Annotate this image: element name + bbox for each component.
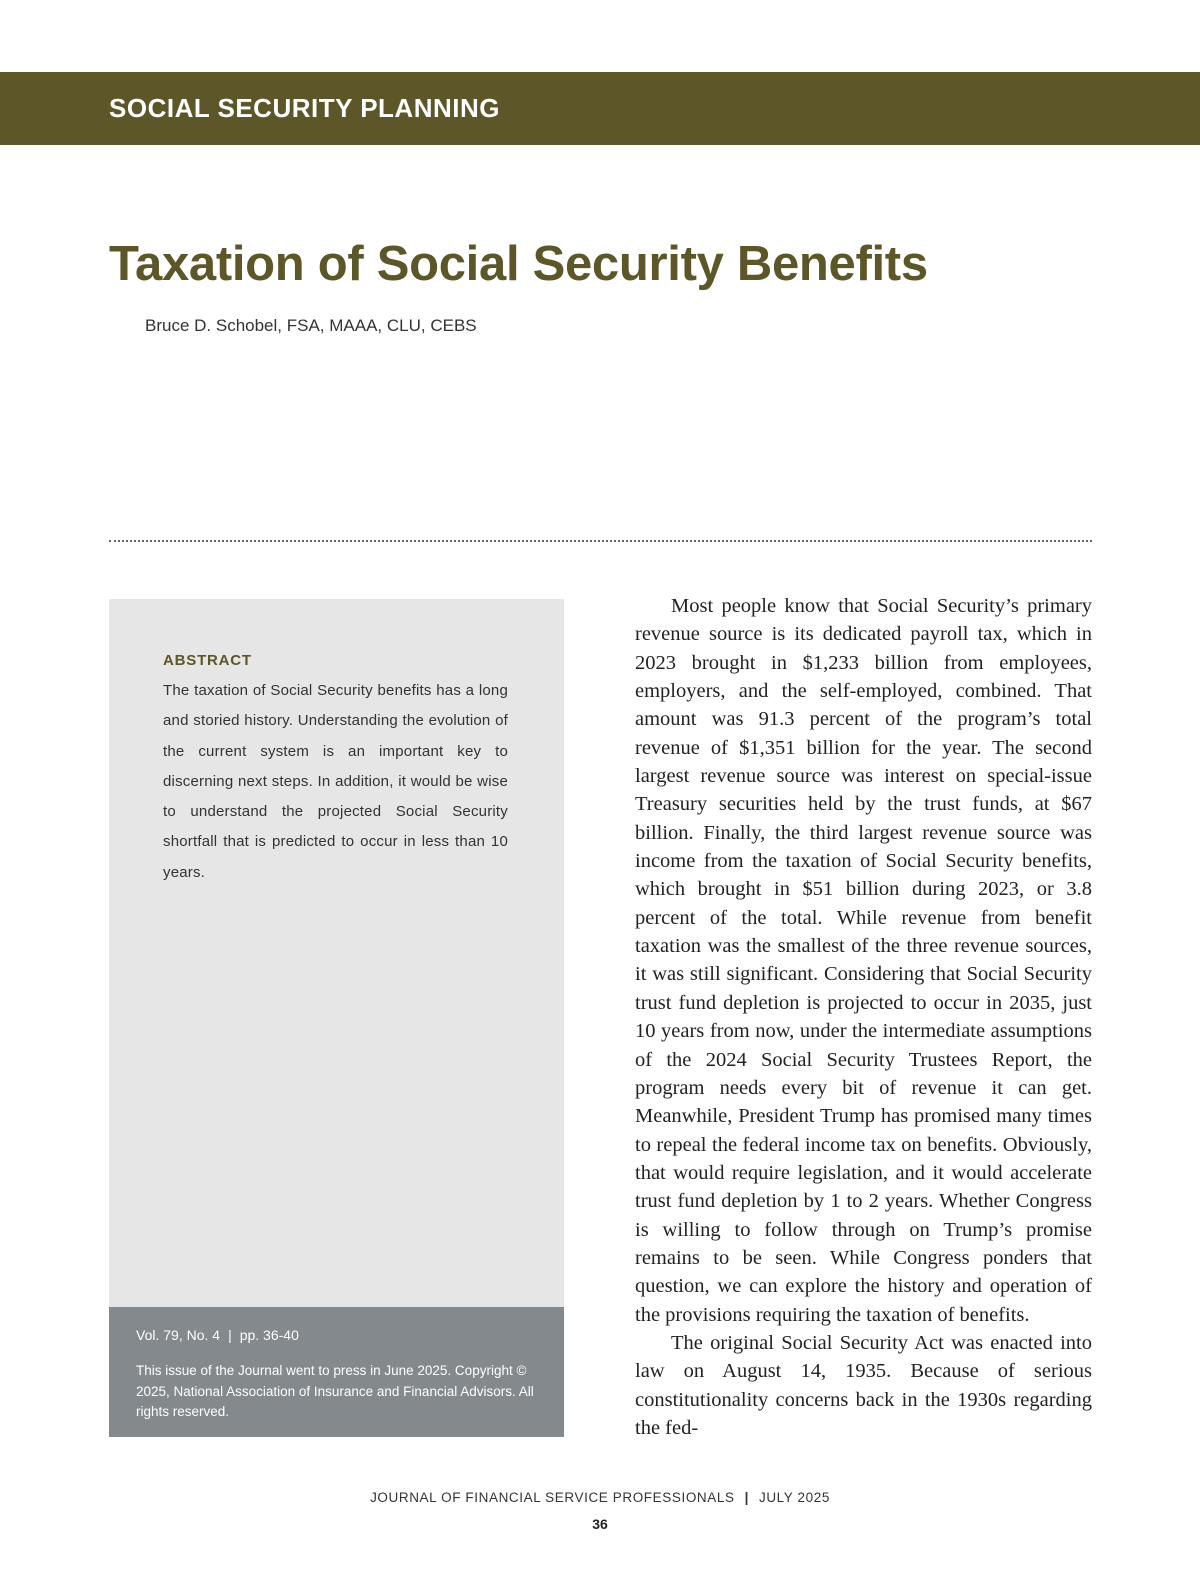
article-title: Taxation of Social Security Benefits [109, 237, 928, 291]
abstract-text: The taxation of Social Security benefits has a long and storied history. Understanding the evolution of the current system is an important key to discerning next steps. In addition, it would be wise to understand the projected Social Security shortfall that is predicted to occur in less than 10 years. [163, 682, 508, 881]
issue-volume-line [136, 1327, 299, 1343]
page-footer [0, 1490, 1200, 1505]
abstract-heading: ABSTRACT [163, 652, 252, 669]
body-paragraph: Most people know that Social Security’s primary revenue source is its dedicated payroll tax, which in 2023 brought in $1,233 billion from employees, employers, and the self-employed, combined. That amount was 91.3 percent of the program’s total revenue of $1,351 billion for the year. The second largest revenue source was interest on special-issue Treasury securities held by the trust funds, at $67 billion. Finally, the third largest revenue source was income from the taxation of Social Security benefits, which brought in $51 billion during 2023, or 3.8 percent of the total. While revenue from benefit taxation was the smallest of the three revenue sources, it was still significant. Considering that Social Security trust fund depletion is projected to occur in 2035, just 10 years from now, under the intermediate assumptions of the 2024 Social Security Trustees Report, the program needs every bit of revenue it can get. Meanwhile, President Trump has promised many times to repeal the federal income tax on benefits. Obviously, that would require legislation, and it would accelerate trust fund depletion by 1 to 2 years. Whether Congress is willing to follow through on Trump’s promise remains to be seen. While Congress ponders that question, we can explore the history and operation of the provisions requiring the taxation of benefits. [635, 595, 1092, 1326]
issue-pages: pp. 36-40 [239, 1327, 299, 1343]
issue-date: JULY 2025 [758, 1490, 830, 1505]
issue-volume: Vol. 79, No. 4 [136, 1327, 221, 1343]
issue-separator: | [228, 1327, 232, 1343]
abstract-panel [109, 599, 564, 1307]
press-note: This issue of the Journal went to press in June 2025. Copyright © 2025, National Association of Insurance and Financial Advisors. All rights reserved. [136, 1363, 534, 1419]
article-author: Bruce D. Schobel, FSA, MAAA, CLU, CEBS [145, 316, 477, 335]
body-paragraph: The original Social Security Act was enacted into law on August 14, 1935. Because of serious constitutionality concerns back in the 1930s regarding the fed- [635, 1331, 1092, 1439]
article-body [635, 592, 1092, 1442]
section-label: SOCIAL SECURITY PLANNING [109, 93, 500, 123]
footer-separator: | [744, 1490, 749, 1505]
dotted-divider [109, 540, 1092, 542]
issue-info-panel [109, 1307, 564, 1437]
page-number: 36 [592, 1516, 608, 1532]
journal-name: JOURNAL OF FINANCIAL SERVICE PROFESSIONALS [370, 1490, 735, 1505]
section-banner [0, 72, 1200, 145]
